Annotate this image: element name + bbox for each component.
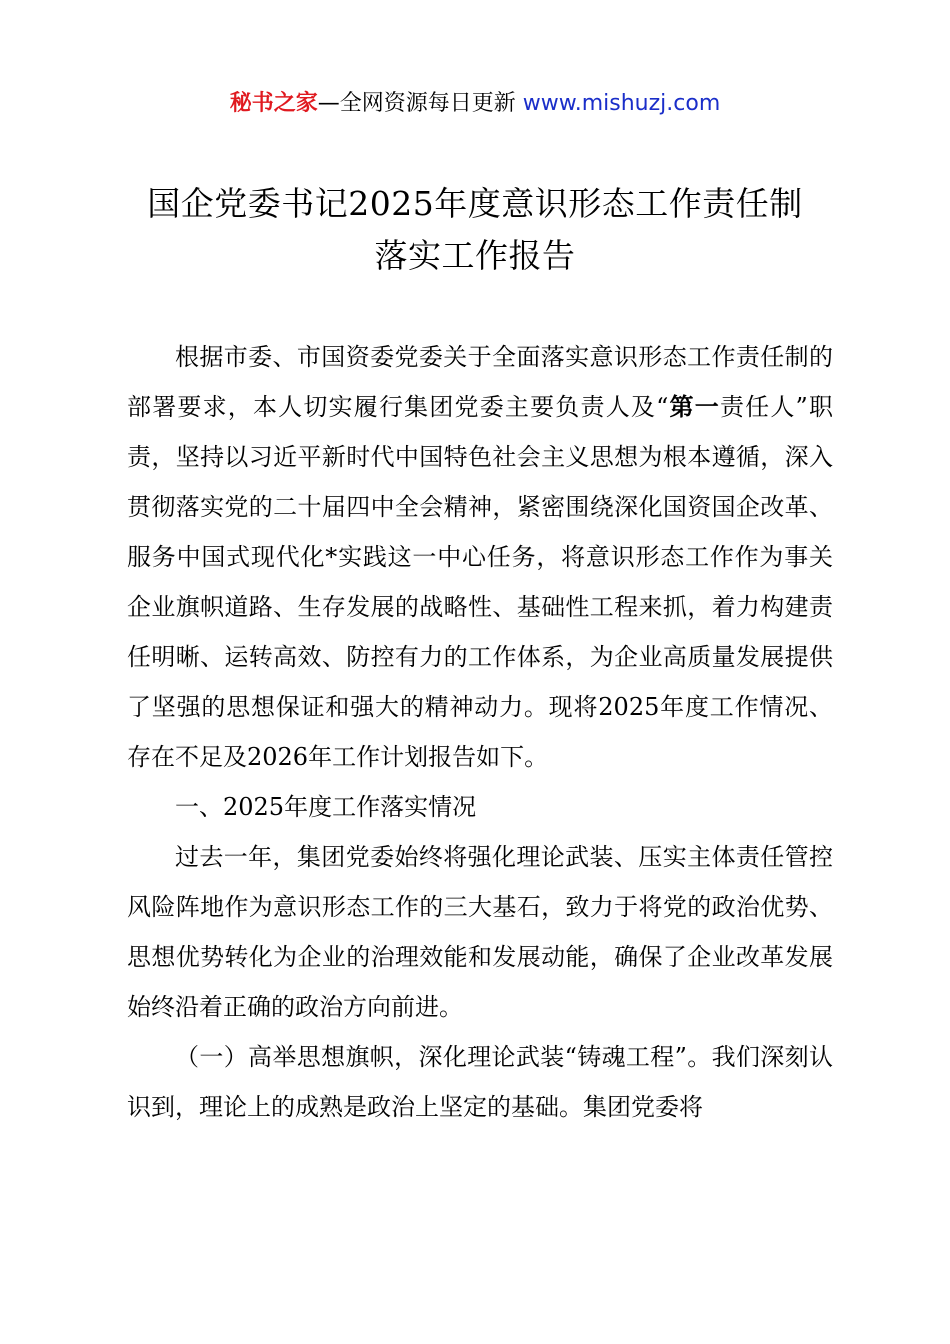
section-heading-1: 一、2025年度工作落实情况 [175, 793, 477, 821]
paragraph-subsection-1: （一）高举思想旗帜，深化理论武装“铸魂工程”。我们深刻认识到，理论上的成熟是政治上坚定的基础。集团党委将 [127, 1043, 833, 1121]
header-tagline: —全网资源每日更新 [317, 91, 523, 116]
intro-text-a: 根据市委、市国资委党委关于全面落实意识形态工作责任制的部署要求，本人切实履行集团党委主要负责人及“ [127, 343, 833, 421]
title-line-2: 落实工作报告 [374, 236, 576, 275]
paragraph-overview: 过去一年，集团党委始终将强化理论武装、压实主体责任管控风险阵地作为意识形态工作的三大基石，致力于将党的政治优势、思想优势转化为企业的治理效能和发展动能，确保了企业改革发展始终沿着正确的政治方向前进。 [127, 843, 833, 1021]
site-url-link[interactable]: www.mishuzj.com [522, 91, 721, 116]
paragraph-intro [127, 332, 833, 782]
brand-name: 秘书之家 [229, 91, 318, 116]
document-body [127, 332, 833, 1132]
document-title [110, 178, 840, 282]
title-line-1: 国企党委书记2025年度意识形态工作责任制 [147, 184, 803, 223]
intro-text-b: 责任人”职责，坚持以习近平新时代中国特色社会主义思想为根本遵循，深入贯彻落实党的二十届四中全会精神，紧密围绕深化国资国企改革、服务中国式现代化*实践这一中心任务，将意识形态工作作为事关企业旗帜道路、生存发展的战略性、基础性工程来抓，着力构建责任明晰、运转高效、防控有力的工作体系，为企业高质量发展提供了坚强的思想保证和强大的精神动力。现将2025年度工作情况、存在不足及2026年工作计划报告如下。 [127, 393, 833, 771]
site-header [0, 88, 950, 120]
intro-bold-text: 第一 [668, 392, 720, 421]
